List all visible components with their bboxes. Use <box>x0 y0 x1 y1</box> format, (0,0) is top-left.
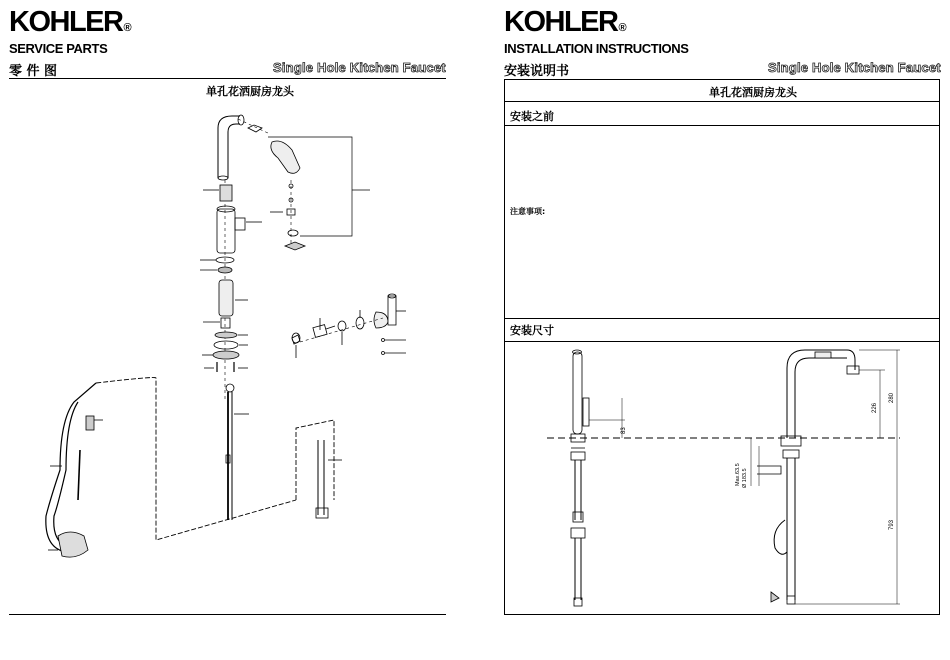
before-install-heading: 安装之前 <box>510 110 554 123</box>
side-view-faucet <box>571 350 625 606</box>
cartridge-part <box>203 185 283 253</box>
dim-max-label: Max.63.5 <box>735 463 741 486</box>
pullout-hose <box>46 378 296 558</box>
handle-parts <box>292 294 406 358</box>
brand-name: KOHLER <box>504 6 618 38</box>
dimension-drawing <box>475 0 950 660</box>
product-name-install: Single Hole Kitchen Faucet <box>768 60 941 75</box>
registered-mark: ® <box>123 22 132 34</box>
dim-226-label: 226 <box>872 402 878 413</box>
dim-dia-label: Ø 183.5 <box>742 468 748 488</box>
product-name: Single Hole Kitchen Faucet <box>273 60 446 75</box>
diagram-title: 单孔花洒厨房龙头 <box>206 85 294 98</box>
dim-793-label: 793 <box>889 519 895 530</box>
spout-part <box>218 115 262 180</box>
installation-heading-cn: 安装说明书 <box>504 64 570 79</box>
installation-page <box>475 0 950 660</box>
service-parts-heading: SERVICE PARTS <box>9 41 108 56</box>
brand-name: KOHLER <box>9 6 123 38</box>
install-title: 单孔花洒厨房龙头 <box>709 86 797 99</box>
notes-label: 注意事项: <box>510 207 546 216</box>
supply-lines <box>296 420 342 518</box>
installation-heading: INSTALLATION INSTRUCTIONS <box>504 41 689 56</box>
dim-83-label: 83 <box>621 427 627 434</box>
dimensions-heading: 安装尺寸 <box>510 324 554 337</box>
front-view-faucet <box>757 350 859 604</box>
dim-280-label: 280 <box>889 392 895 403</box>
registered-mark: ® <box>618 22 627 34</box>
service-parts-heading-cn: 零 件 图 <box>9 64 58 79</box>
spray-head-part <box>271 141 305 250</box>
